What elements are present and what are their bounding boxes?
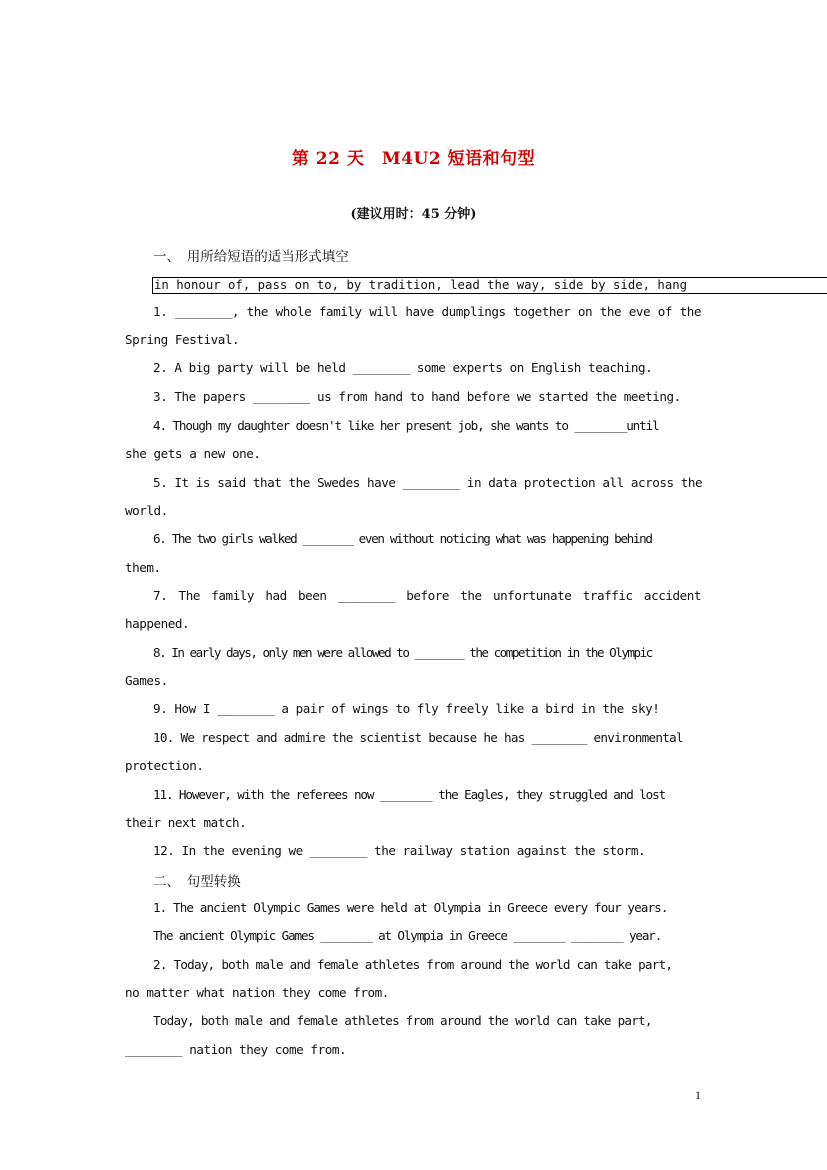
exercise-line: ________ nation they come from. <box>125 1042 347 1057</box>
section-1-heading: 一、 用所给短语的适当形式填空 <box>153 249 349 265</box>
exercise-line: 8. In early days, only men were allowed to ________ the competition in the Olympic <box>153 645 652 660</box>
page-number: 1 <box>695 1088 701 1102</box>
exercise-line: their next match. <box>125 815 247 830</box>
exercise-line: 5. It is said that the Swedes have ________ in data protection all across the <box>153 475 703 490</box>
section-2-heading: 二、 句型转换 <box>153 874 241 890</box>
exercise-line: 1. The ancient Olympic Games were held at Olympia in Greece every four years. <box>153 900 668 915</box>
exercise-line: 2. A big party will be held ________ some experts on English teaching. <box>153 360 653 375</box>
exercise-line: 9. How I ________ a pair of wings to fly freely like a bird in the sky! <box>153 701 660 716</box>
exercise-line: she gets a new one. <box>125 446 261 461</box>
exercise-line: 6. The two girls walked ________ even without noticing what was happening behind <box>153 531 652 546</box>
exercise-line: Games. <box>125 673 168 688</box>
exercise-line: 10. We respect and admire the scientist because he has ________ environmental <box>153 730 683 745</box>
time-suggestion: (建议用时：45 分钟) <box>350 207 477 222</box>
exercise-line: 11. However, with the referees now ________ the Eagles, they struggled and lost <box>153 787 666 802</box>
word-bank-box: in honour of, pass on to, by tradition, lead the way, side by side, hang <box>152 277 827 294</box>
exercise-line: protection. <box>125 758 204 773</box>
page-title: 第 22 天 M4U2 短语和句型 <box>291 149 536 169</box>
exercise-line: 1. ________, the whole family will have dumplings together on the eve of the <box>153 304 701 319</box>
exercise-line: 7. The family had been ________ before the unfortunate traffic accident <box>153 588 701 603</box>
exercise-line: 2. Today, both male and female athletes from around the world can take part, <box>153 957 673 972</box>
exercise-line: 4. Though my daughter doesn't like her present job, she wants to ________until <box>153 418 659 433</box>
exercise-line: world. <box>125 503 168 518</box>
exercise-line: 3. The papers ________ us from hand to hand before we started the meeting. <box>153 389 681 404</box>
exercise-line: no matter what nation they come from. <box>125 985 389 1000</box>
exercise-line: Spring Festival. <box>125 332 240 347</box>
exercise-line: Today, both male and female athletes from around the world can take part, <box>153 1013 652 1028</box>
exercise-line: 12. In the evening we ________ the railway station against the storm. <box>153 843 646 858</box>
exercise-line: them. <box>125 560 161 575</box>
exercise-line: happened. <box>125 616 190 631</box>
exercise-line: The ancient Olympic Games ________ at Olympia in Greece ________ ________ year. <box>153 928 662 943</box>
